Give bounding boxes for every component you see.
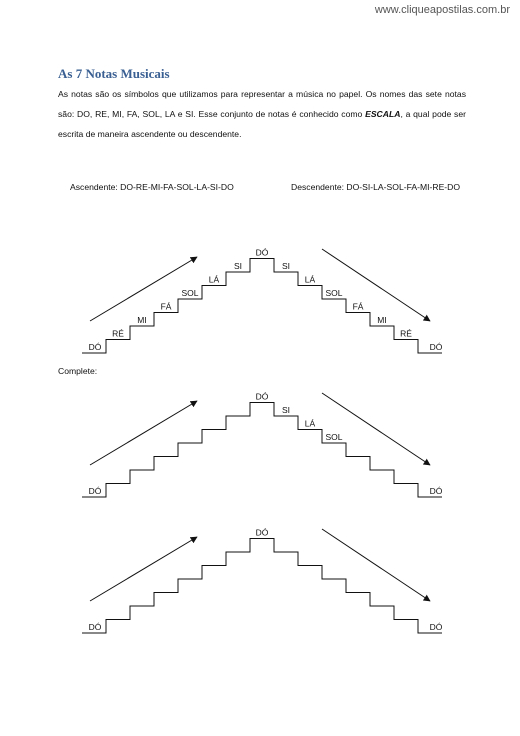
note-down-6: RÉ [400, 328, 412, 339]
note-top: DÓ [255, 247, 269, 258]
note-down-5: MI [377, 315, 387, 325]
note-down-4: FÁ [352, 301, 364, 312]
descending-arrow [322, 529, 430, 601]
complete-label: Complete: [58, 366, 98, 376]
descending-label: Descendente: DO-SI-LA-SOL-FA-MI-RE-DO [291, 182, 461, 192]
note-up-1: DÓ [88, 342, 102, 352]
note-up-6: LÁ [208, 274, 220, 285]
note-up-4: FÁ [160, 301, 172, 312]
page-title: As 7 Notas Musicais [58, 66, 170, 81]
note-up-3: MI [137, 315, 147, 325]
note-down-7: DÓ [429, 486, 443, 496]
note-down-7: DÓ [429, 622, 443, 632]
note-down-2: LÁ [304, 418, 316, 429]
note-down-7: DÓ [429, 342, 443, 352]
note-down-1: SI [281, 405, 291, 415]
note-down-1: SI [281, 261, 291, 271]
intro-text: As notas são os símbolos que utilizamos para representar a música no papel. Os nomes das sete notas são: DO, RE, MI, FA, SOL, LA e SI. Esse conjunto de notas é conhecido como [58, 89, 466, 119]
ascending-arrow [90, 537, 197, 601]
note-up-1: DÓ [88, 486, 102, 496]
intro-emphasis: ESCALA [365, 109, 401, 119]
note-up-1: DÓ [88, 622, 102, 632]
descending-arrow [322, 393, 430, 465]
staircase-1 [82, 259, 442, 354]
note-up-5: SOL [181, 288, 199, 298]
note-down-2: LÁ [304, 274, 316, 285]
staircase-3 [82, 539, 442, 634]
descending-arrow [322, 249, 430, 321]
note-top: DÓ [255, 527, 269, 538]
note-down-3: SOL [325, 432, 343, 442]
site-url: www.cliqueapostilas.com.br [374, 4, 510, 16]
intro-text-end: , a qual pode ser escrita de maneira ascendente ou descendente. [58, 109, 466, 139]
ascending-label: Ascendente: DO-RE-MI-FA-SOL-LA-SI-DO [70, 182, 234, 192]
note-up-7: SI [233, 261, 243, 271]
note-top: DÓ [255, 391, 269, 402]
note-down-3: SOL [325, 288, 343, 298]
staircase-2 [82, 403, 442, 498]
ascending-arrow [90, 401, 197, 465]
note-up-2: RÉ [112, 328, 124, 339]
